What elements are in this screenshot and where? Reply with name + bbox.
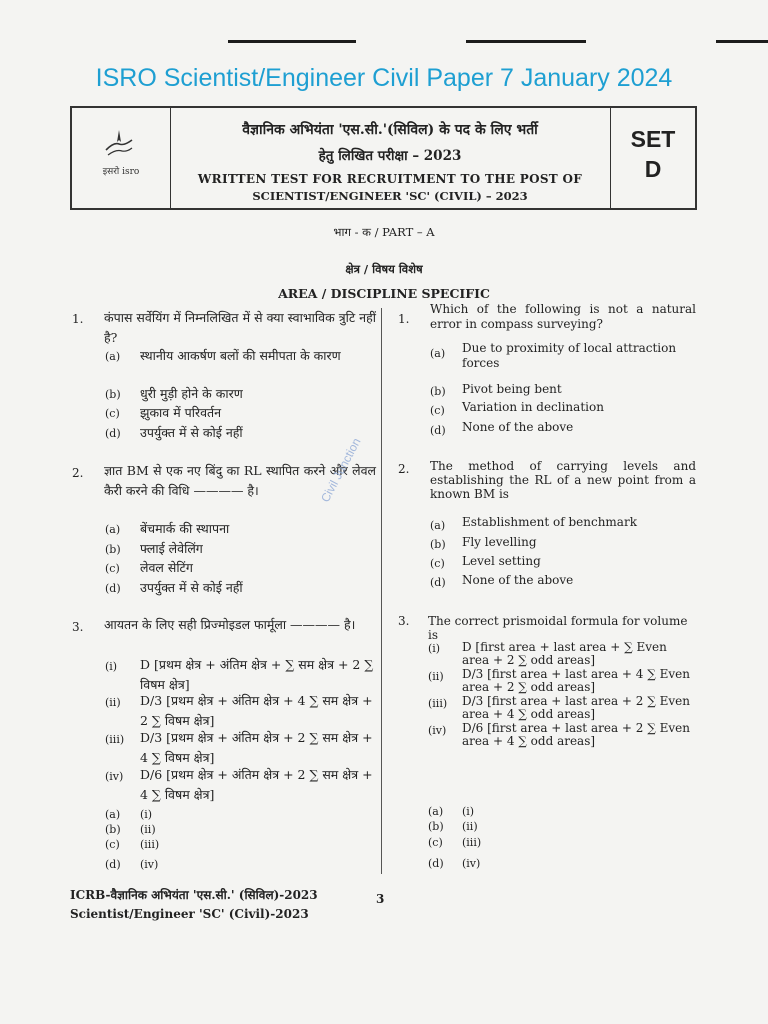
option-label: (a) (105, 350, 121, 363)
option-label: (a) (428, 805, 444, 818)
item-text: D/6 [first area + last area + 2 ∑ Even area + 4 ∑ odd areas] (462, 721, 690, 748)
option-label: (d) (105, 858, 121, 871)
item-text: D [first area + last area + ∑ Even area + 2 ∑ odd areas] (462, 640, 667, 667)
option-text: (i) (140, 808, 153, 821)
option-text: (ii) (140, 823, 156, 836)
scan-line (716, 40, 768, 43)
option-label: (a) (430, 347, 446, 360)
isro-logo-icon (102, 128, 136, 162)
set-value: D (644, 156, 662, 182)
scan-line (466, 40, 586, 43)
option-text: लेवल सेटिंग (140, 560, 193, 575)
option-text: None of the above (462, 573, 574, 587)
item-text: D/3 [first area + last area + 4 ∑ Even area + 2 ∑ odd areas] (462, 667, 690, 694)
option-label: (b) (105, 823, 121, 836)
option-text: (iv) (462, 857, 481, 870)
option-label: (b) (105, 543, 121, 556)
discipline-heading-hindi: क्षेत्र / विषय विशेष (345, 262, 423, 276)
scan-line (228, 40, 356, 43)
item-text: D/6 [प्रथम क्षेत्र + अंतिम क्षेत्र + 2 ∑ सम क्षेत्र + 4 ∑ विषम क्षेत्र] (140, 767, 373, 802)
question-text: The method of carrying levels and establishing the RL of a new point from a known BM is (430, 459, 696, 501)
item-label: (iii) (105, 733, 125, 746)
item-label: (iv) (428, 724, 447, 737)
option-text: (iii) (462, 836, 482, 849)
item-label: (iv) (105, 770, 124, 783)
question-text: आयतन के लिए सही प्रिज्मोइडल फार्मूला ———— है। (104, 617, 356, 632)
option-label: (d) (428, 857, 444, 870)
question-number: 3. (72, 620, 84, 634)
option-text: (i) (462, 805, 475, 818)
option-label: (b) (430, 385, 446, 398)
question-number: 3. (398, 614, 410, 628)
option-text: Due to proximity of local attraction forces (462, 341, 677, 370)
title-hindi-line1: वैज्ञानिक अभियंता 'एस.सी.'(सिविल) के पद के लिए भर्ती (242, 122, 538, 138)
option-label: (c) (105, 407, 120, 420)
item-label: (i) (105, 660, 118, 673)
item-label: (ii) (428, 670, 444, 683)
option-text: Pivot being bent (462, 382, 562, 396)
item-text: D [प्रथम क्षेत्र + अंतिम क्षेत्र + ∑ सम क्षेत्र + 2 ∑ विषम क्षेत्र] (140, 657, 374, 692)
option-label: (b) (105, 388, 121, 401)
option-label: (d) (105, 582, 121, 595)
option-label: (a) (105, 808, 121, 821)
watermark: Civil Junction (318, 435, 364, 505)
option-label: (a) (430, 519, 446, 532)
footer-english: Scientist/Engineer 'SC' (Civil)-2023 (70, 907, 309, 921)
title-english-line2: SCIENTIST/ENGINEER 'SC' (CIVIL) – 2023 (252, 189, 528, 203)
item-text: D/3 [प्रथम क्षेत्र + अंतिम क्षेत्र + 2 ∑ सम क्षेत्र + 4 ∑ विषम क्षेत्र] (140, 730, 373, 765)
option-label: (a) (105, 523, 121, 536)
item-text: D/3 [first area + last area + 2 ∑ Even area + 4 ∑ odd areas] (462, 694, 690, 721)
option-text: (ii) (462, 820, 478, 833)
option-text: फ्लाई लेवेलिंग (140, 541, 203, 556)
item-label: (iii) (428, 697, 448, 710)
option-text: (iii) (140, 838, 160, 851)
option-label: (c) (428, 836, 443, 849)
question-number: 2. (72, 466, 84, 480)
option-label: (d) (105, 427, 121, 440)
option-text: None of the above (462, 420, 574, 434)
footer-hindi: ICRB-वैज्ञानिक अभियंता 'एस.सी.' (सिविल)-2023 (70, 888, 318, 902)
logo-cell (72, 108, 171, 208)
option-label: (c) (105, 838, 120, 851)
question-text: The correct prismoidal formula for volume is (428, 614, 688, 642)
option-text: Fly levelling (462, 535, 537, 549)
option-label: (c) (430, 404, 445, 417)
question-number: 2. (398, 462, 410, 476)
logo-text: इसरो isro (102, 167, 140, 177)
option-text: Level setting (462, 554, 541, 568)
option-label: (b) (430, 538, 446, 551)
exam-title (170, 108, 610, 208)
option-text: उपर्युक्त में से कोई नहीं (140, 425, 243, 440)
part-heading: भाग - क / PART – A (333, 225, 435, 239)
question-text: कंपास सर्वेयिंग में निम्नलिखित में से क्या स्वाभाविक त्रुटि नहीं है? (104, 310, 376, 345)
exam-header (70, 106, 697, 210)
column-divider (381, 308, 382, 874)
question-text: Which of the following is not a natural error in compass surveying? (430, 302, 696, 331)
option-text: उपर्युक्त में से कोई नहीं (140, 580, 243, 595)
question-number: 1. (72, 312, 84, 326)
page-number: 3 (376, 892, 385, 906)
option-text: स्थानीय आकर्षण बलों की समीपता के कारण (140, 348, 341, 363)
item-label: (i) (428, 642, 441, 655)
option-text: Establishment of benchmark (462, 515, 637, 529)
page-banner-title: ISRO Scientist/Engineer Civil Paper 7 January 2024 (95, 64, 673, 92)
item-text: D/3 [प्रथम क्षेत्र + अंतिम क्षेत्र + 4 ∑ सम क्षेत्र + 2 ∑ विषम क्षेत्र] (140, 693, 373, 728)
title-hindi-line2: हेतु लिखित परीक्षा – 2023 (318, 148, 462, 164)
option-text: Variation in declination (462, 400, 604, 414)
set-badge (610, 108, 695, 208)
option-text: बेंचमार्क की स्थापना (140, 521, 230, 536)
set-label: SET (630, 126, 676, 152)
option-text: धुरी मुड़ी होने के कारण (140, 386, 243, 401)
option-text: झुकाव में परिवर्तन (140, 405, 222, 420)
option-label: (d) (430, 576, 446, 589)
option-text: (iv) (140, 858, 159, 871)
option-label: (b) (428, 820, 444, 833)
discipline-heading-english: AREA / DISCIPLINE SPECIFIC (278, 286, 490, 301)
title-english-line1: WRITTEN TEST FOR RECRUITMENT TO THE POST OF (197, 172, 583, 186)
option-label: (d) (430, 424, 446, 437)
question-text: ज्ञात BM से एक नए बिंदु का RL स्थापित करने और लेवल कैरी करने की विधि ———— है। (104, 463, 376, 498)
option-label: (c) (430, 557, 445, 570)
question-number: 1. (398, 312, 410, 326)
option-label: (c) (105, 562, 120, 575)
item-label: (ii) (105, 696, 121, 709)
